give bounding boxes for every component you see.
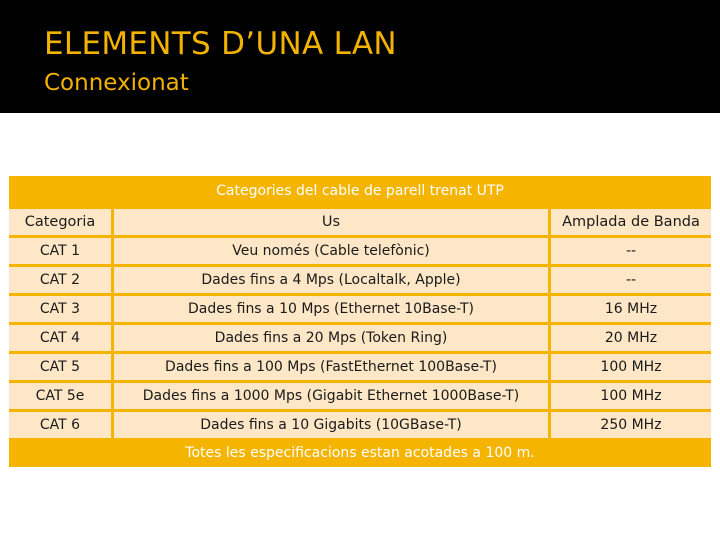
cell-use: Dades fins a 4 Mps (Localtalk, Apple) (114, 267, 551, 293)
slide-subtitle: Connexionat (44, 70, 189, 96)
cell-bandwidth: 100 MHz (551, 354, 711, 380)
table-row (9, 383, 711, 409)
table-header-row (9, 209, 711, 235)
cell-category: CAT 1 (9, 238, 114, 264)
cell-use: Veu només (Cable telefònic) (114, 238, 551, 264)
table-grid (9, 206, 711, 441)
cell-bandwidth: 250 MHz (551, 412, 711, 438)
cell-category: CAT 4 (9, 325, 114, 351)
title-bar (0, 0, 720, 113)
header-us: Us (114, 209, 551, 235)
utp-categories-table (9, 176, 711, 467)
cell-category: CAT 6 (9, 412, 114, 438)
cell-bandwidth: 16 MHz (551, 296, 711, 322)
cell-use: Dades fins a 10 Mps (Ethernet 10Base-T) (114, 296, 551, 322)
cell-use: Dades fins a 1000 Mps (Gigabit Ethernet 1000Base-T) (114, 383, 551, 409)
table-row (9, 267, 711, 293)
cell-bandwidth: -- (551, 238, 711, 264)
table-row (9, 296, 711, 322)
cell-category: CAT 5e (9, 383, 114, 409)
cell-use: Dades fins a 20 Mps (Token Ring) (114, 325, 551, 351)
table-row (9, 354, 711, 380)
slide-title: ELEMENTS D’UNA LAN (44, 26, 397, 62)
cell-bandwidth: 100 MHz (551, 383, 711, 409)
cell-category: CAT 5 (9, 354, 114, 380)
cell-bandwidth: 20 MHz (551, 325, 711, 351)
table-row (9, 412, 711, 438)
table-footer-note: Totes les especificacions estan acotades a 100 m. (185, 445, 535, 461)
table-caption: Categories del cable de parell trenat UTP (216, 183, 504, 199)
cell-use: Dades fins a 100 Mps (FastEthernet 100Base-T) (114, 354, 551, 380)
cell-bandwidth: -- (551, 267, 711, 293)
cell-category: CAT 2 (9, 267, 114, 293)
table-row (9, 325, 711, 351)
cell-use: Dades fins a 10 Gigabits (10GBase-T) (114, 412, 551, 438)
cell-category: CAT 3 (9, 296, 114, 322)
header-categoria: Categoria (9, 209, 114, 235)
header-amplada: Amplada de Banda (551, 209, 711, 235)
table-row (9, 238, 711, 264)
